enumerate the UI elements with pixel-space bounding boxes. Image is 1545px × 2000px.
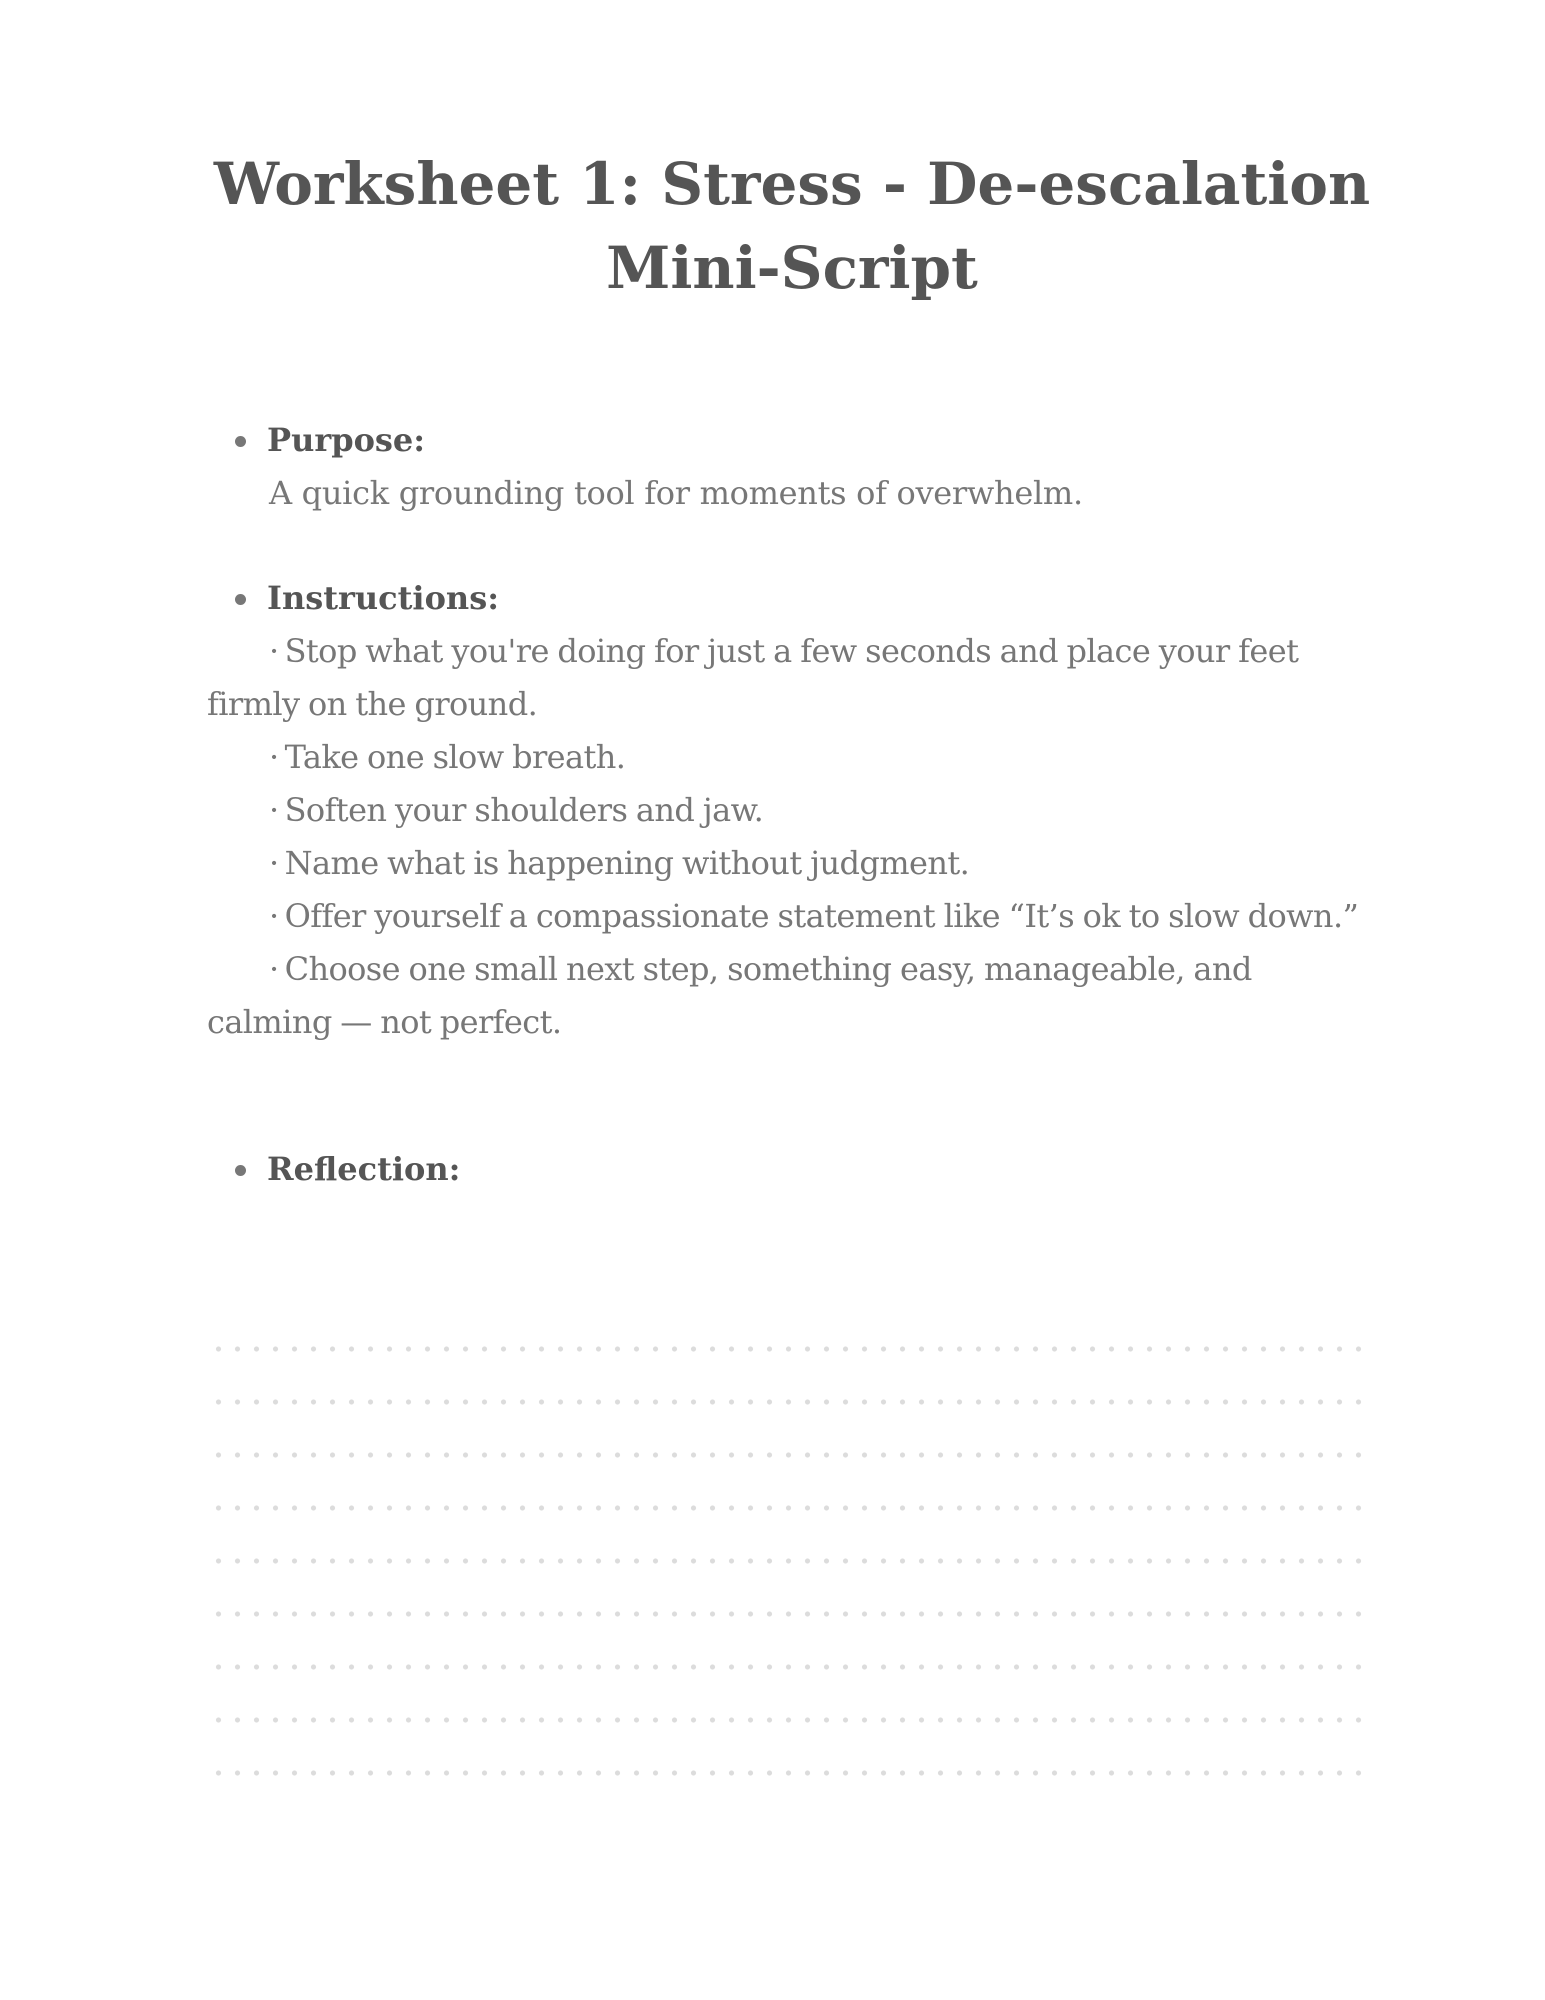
bullet-icon bbox=[235, 1165, 246, 1176]
instruction-text: Soften your shoulders and jaw. bbox=[284, 791, 764, 829]
writing-line[interactable] bbox=[209, 1716, 1374, 1724]
middle-dot-icon: · bbox=[269, 897, 279, 935]
section-reflection-head bbox=[207, 1143, 1377, 1196]
section-label-instructions: Instructions: bbox=[267, 579, 500, 617]
writing-line[interactable] bbox=[209, 1663, 1374, 1671]
bullet-icon bbox=[235, 436, 246, 447]
page-title: Worksheet 1: Stress - De-escalation Mini-Script bbox=[213, 150, 1371, 302]
instruction-item bbox=[207, 943, 1377, 1049]
middle-dot-icon: · bbox=[269, 632, 279, 670]
instruction-item bbox=[207, 784, 1377, 837]
middle-dot-icon: · bbox=[269, 844, 279, 882]
reflection-writing-area[interactable] bbox=[209, 1345, 1374, 1822]
middle-dot-icon: · bbox=[269, 791, 279, 829]
instruction-item bbox=[207, 890, 1377, 943]
writing-line[interactable] bbox=[209, 1504, 1374, 1512]
middle-dot-icon: · bbox=[269, 950, 279, 988]
instructions-list bbox=[207, 625, 1377, 1049]
instruction-item bbox=[207, 837, 1377, 890]
section-purpose-head bbox=[207, 414, 1377, 467]
instruction-item bbox=[207, 731, 1377, 784]
section-purpose bbox=[207, 414, 1377, 520]
writing-line[interactable] bbox=[209, 1451, 1374, 1459]
instruction-text: Choose one small next step, something easy, manageable, and calming — not perfect. bbox=[207, 950, 1252, 1041]
writing-line[interactable] bbox=[209, 1610, 1374, 1618]
writing-line[interactable] bbox=[209, 1345, 1374, 1353]
writing-line[interactable] bbox=[209, 1398, 1374, 1406]
instruction-text: Name what is happening without judgment. bbox=[284, 844, 970, 882]
section-label-purpose: Purpose: bbox=[267, 421, 426, 459]
section-reflection bbox=[207, 1143, 1377, 1196]
section-label-reflection: Reflection: bbox=[267, 1150, 461, 1188]
purpose-text: A quick grounding tool for moments of overwhelm. bbox=[269, 474, 1083, 512]
writing-line[interactable] bbox=[209, 1557, 1374, 1565]
instruction-text: Stop what you're doing for just a few seconds and place your feet firmly on the ground. bbox=[207, 632, 1299, 723]
bullet-icon bbox=[235, 594, 246, 605]
section-instructions-head bbox=[207, 572, 1377, 625]
instruction-item bbox=[207, 625, 1377, 731]
instruction-text: Take one slow breath. bbox=[284, 738, 626, 776]
instruction-text: Offer yourself a compassionate statement like “It’s ok to slow down.” bbox=[284, 897, 1359, 935]
writing-line[interactable] bbox=[209, 1769, 1374, 1777]
section-instructions bbox=[207, 572, 1377, 1049]
middle-dot-icon: · bbox=[269, 738, 279, 776]
